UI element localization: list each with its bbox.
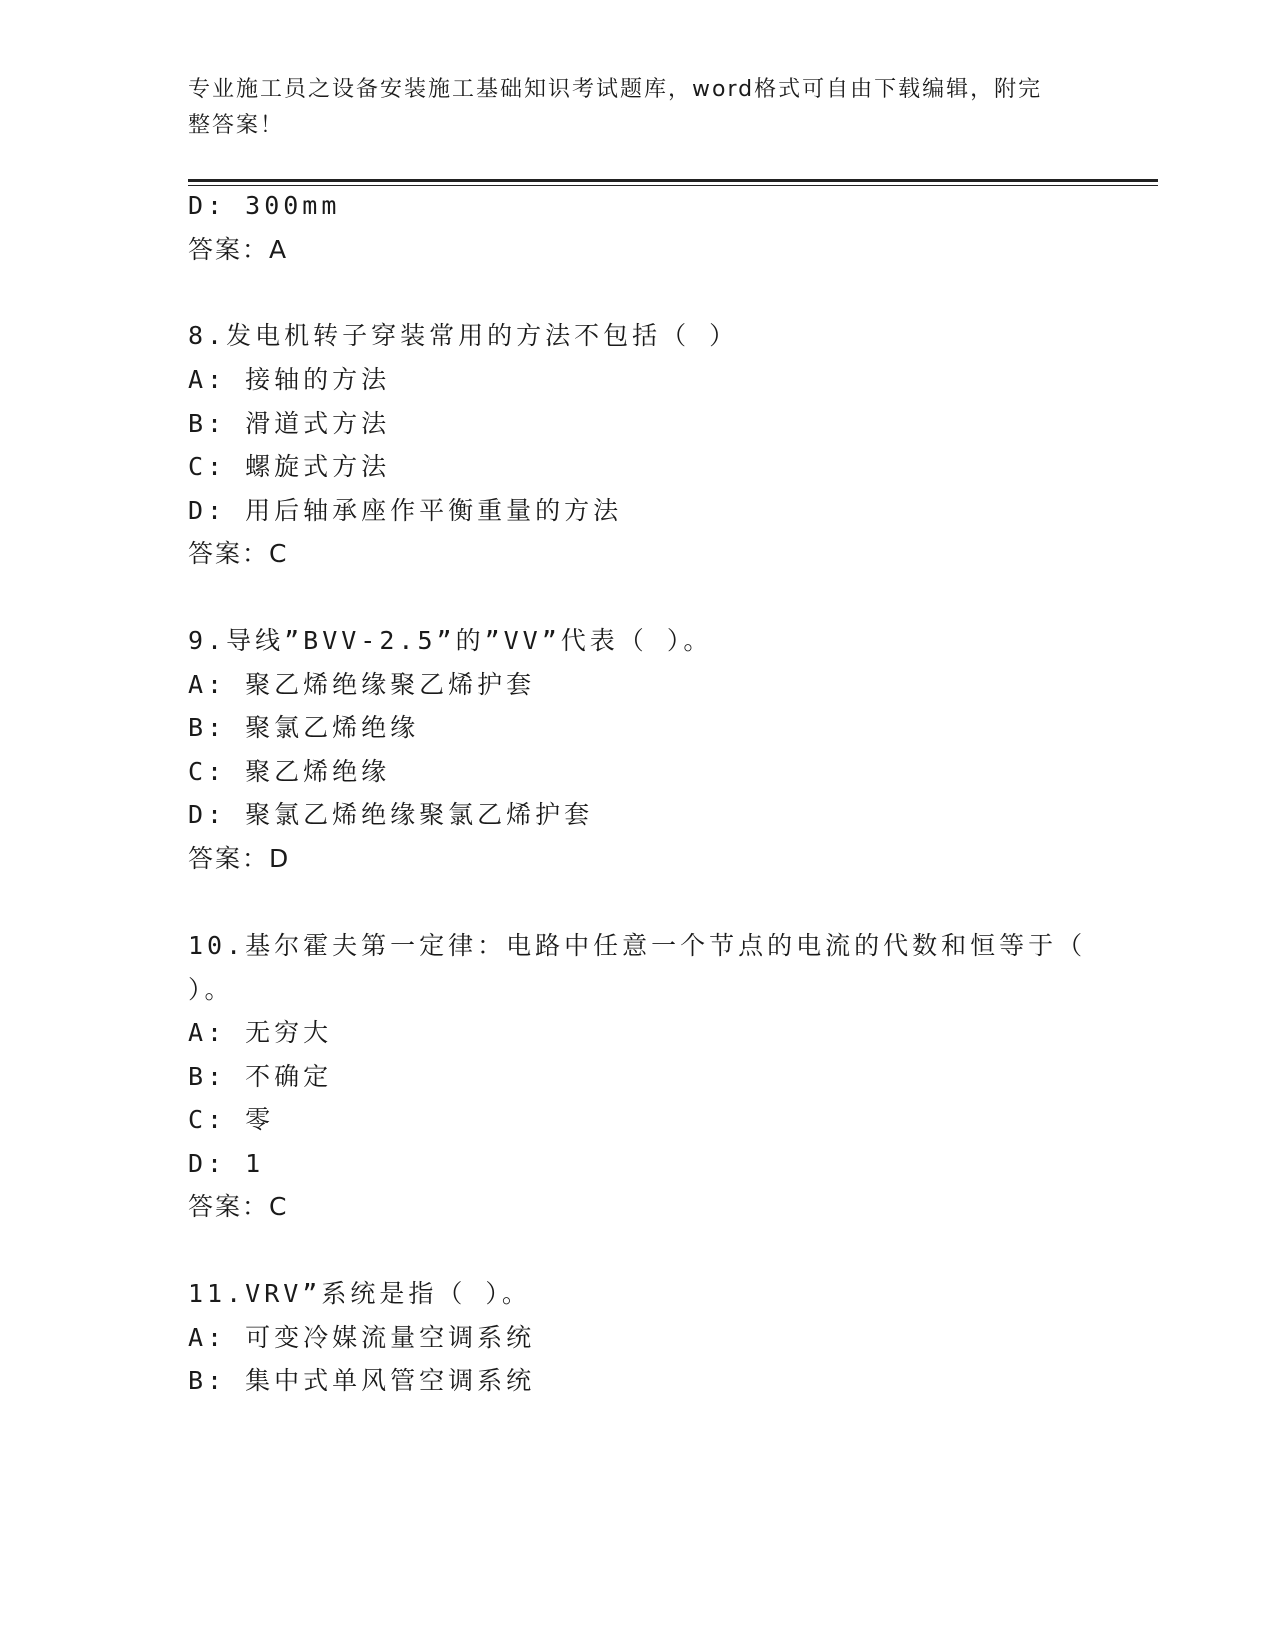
document-header — [188, 72, 1068, 144]
q9-answer: 答案：D — [188, 844, 291, 873]
header-line-2: 整答案！ — [188, 113, 285, 138]
q9-option-b: B: 聚氯乙烯绝缘 — [188, 713, 420, 742]
q10-stem-line-2: ）。 — [188, 975, 234, 1004]
q9-option-d: D: 聚氯乙烯绝缘聚氯乙烯护套 — [188, 800, 594, 829]
q10-option-c: C: 零 — [188, 1105, 275, 1134]
q11-option-b: B: 集中式单风管空调系统 — [188, 1366, 536, 1395]
q8-answer: 答案：C — [188, 539, 289, 568]
q10-option-d: D: 1 — [188, 1149, 265, 1178]
q10-option-a: A: 无穷大 — [188, 1018, 333, 1047]
q11-stem: 11.VRV”系统是指（ ）。 — [188, 1279, 531, 1308]
header-line-1: 专业施工员之设备安装施工基础知识考试题库，word格式可自由下载编辑，附完 — [188, 77, 1043, 102]
q9-option-a: A: 聚乙烯绝缘聚乙烯护套 — [188, 670, 536, 699]
q10-answer: 答案：C — [188, 1192, 289, 1221]
header-rule-thin — [188, 185, 1158, 186]
q8-stem: 8.发电机转子穿装常用的方法不包括（ ） — [188, 321, 739, 350]
q8-option-a: A: 接轴的方法 — [188, 365, 391, 394]
q11-option-a: A: 可变冷媒流量空调系统 — [188, 1323, 536, 1352]
q8-option-b: B: 滑道式方法 — [188, 409, 391, 438]
q8-option-c: C: 螺旋式方法 — [188, 452, 391, 481]
prev-option-d: D: 300mm — [188, 191, 341, 220]
q9-option-c: C: 聚乙烯绝缘 — [188, 757, 391, 786]
q10-option-b: B: 不确定 — [188, 1062, 333, 1091]
q10-stem-line-1: 10.基尔霍夫第一定律：电路中任意一个节点的电流的代数和恒等于（ — [188, 931, 1087, 960]
prev-answer: 答案：A — [188, 235, 289, 264]
q9-stem: 9.导线”BVV-2.5”的”VV”代表（ ）。 — [188, 626, 713, 655]
q8-option-d: D: 用后轴承座作平衡重量的方法 — [188, 496, 623, 525]
header-rule-thick — [188, 179, 1158, 182]
